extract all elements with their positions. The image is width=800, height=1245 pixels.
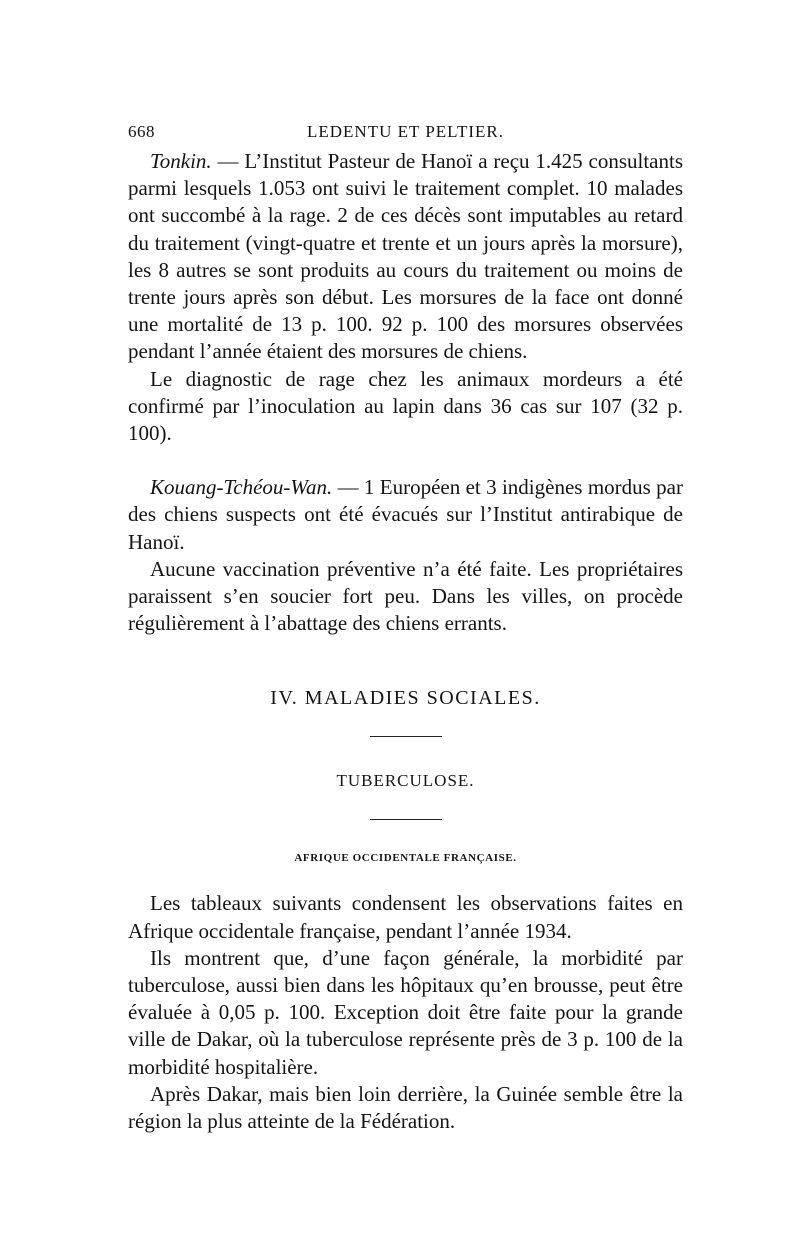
tonkin-paragraph-2: Le diagnostic de rage chez les animaux mordeurs a été confirmé par l’inoculation au lapin dans 36 cas sur 107 (32 p. 100). — [128, 366, 683, 446]
region-title: AFRIQUE OCCIDENTALE FRANÇAISE. — [294, 852, 517, 865]
subsection-divider — [370, 819, 442, 820]
tuberculose-paragraph-3: Après Dakar, mais bien loin derrière, la Guinée semble être la région la plus atteinte de la Fédération. — [128, 1081, 683, 1134]
tuberculose-paragraph-2: Ils montrent que, d’une façon générale, la morbidité par tuberculose, aussi bien dans les hôpitaux qu’en brousse, peut être évaluée à 0,05 p. 100. Exception doit être faite pour la grande ville de Dakar, où la tuberculose représente près de 3 p. 100 de la morbidité hospitalière. — [128, 945, 683, 1079]
page-number: 668 — [128, 122, 155, 141]
running-title: LEDENTU ET PELTIER. — [306, 122, 504, 141]
running-head — [128, 118, 683, 148]
kouang-paragraph-1 — [128, 474, 683, 556]
tuberculose-paragraph-1: Les tableaux suivants condensent les observations faites en Afrique occidentale française, pendant l’année 1934. — [128, 891, 683, 943]
tonkin-paragraph-1 — [128, 148, 683, 366]
section-divider — [370, 736, 442, 737]
tonkin-place-name: Tonkin. — [150, 149, 212, 173]
kouang-paragraph-2: Aucune vaccination préventive n’a été faite. Les propriétaires paraissent s’en soucier fort peu. Dans les villes, on procède régulièrement à l’abattage des chiens errants. — [128, 556, 683, 636]
tonkin-paragraph-1-text: — L’Institut Pasteur de Hanoï a reçu 1.425 consultants parmi lesquels 1.053 ont suivi le traitement complet. 10 malades ont succombé à la rage. 2 de ces décès sont imputables au retard du traitement (vingt-quatre et trente et un jours après la morsure), les 8 autres se sont produits au cours du traitement ou moins de trente jours après son début. Les morsures de la face ont donné une mortalité de 13 p. 100. 92 p. 100 des morsures observées pendant l’année étaient des morsures de chiens. — [128, 149, 683, 364]
kouang-paragraph-1-text: — 1 Européen et 3 indigènes mordus par des chiens suspects ont été évacués sur l’Institut antirabique de Hanoï. — [128, 475, 683, 554]
kouang-place-name: Kouang-Tchéou-Wan. — [150, 475, 333, 500]
section-title: IV. MALADIES SOCIALES. — [270, 687, 541, 710]
subsection-title: TUBERCULOSE. — [336, 771, 475, 791]
page — [128, 118, 683, 1135]
